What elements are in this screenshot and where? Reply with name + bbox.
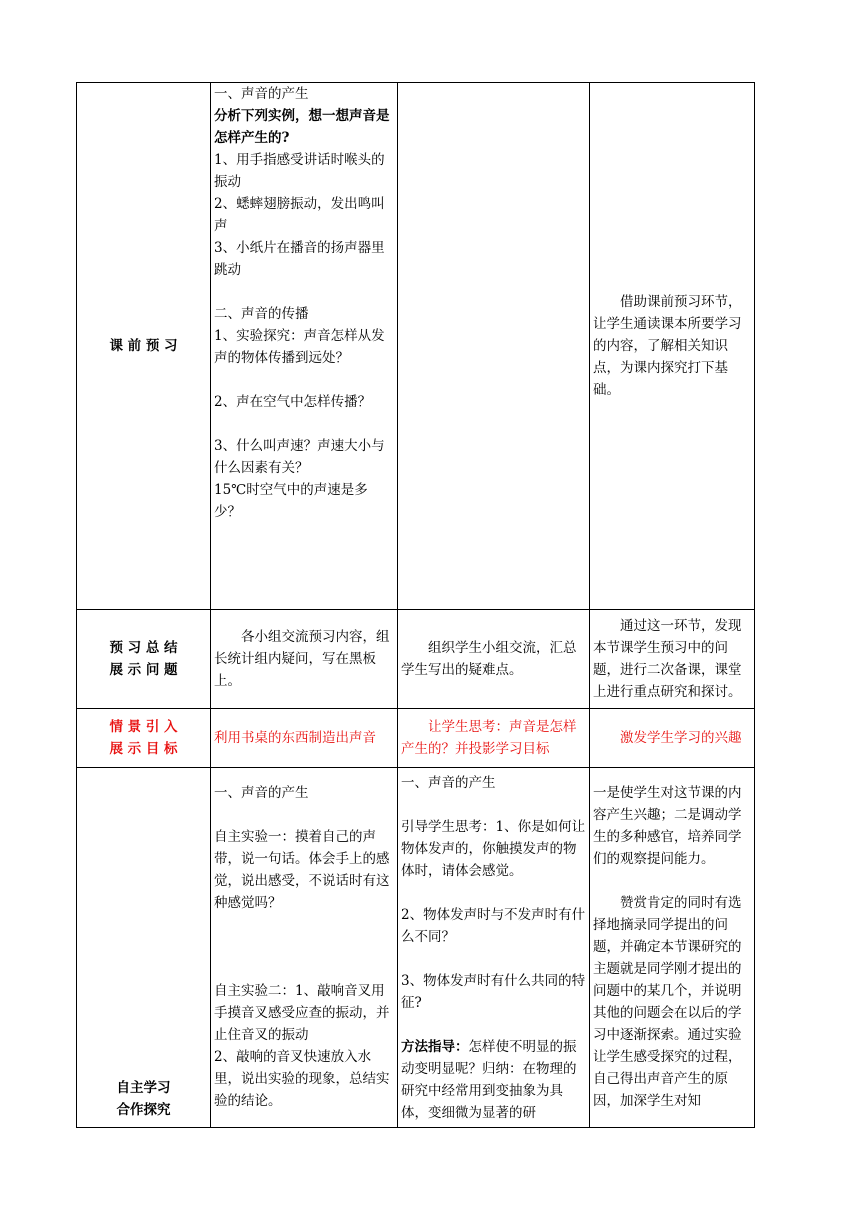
preview-item-3: 3、什么叫声速？声速大小与什么因素有关？ <box>214 438 385 476</box>
label-summary-line2: 展 示 问 题 <box>109 662 178 678</box>
intro-content-text: 利用书桌的东西制造出声音 <box>214 730 376 746</box>
label-explore <box>77 768 211 1128</box>
method-text: 怎样使不明显的振动变明显呢？归纳：在物理的研究中经常用到变抽象为具体，变细微为显著的研 <box>401 1039 577 1121</box>
row-summary <box>77 610 755 709</box>
explore-heading: 一、声音的产生 <box>214 785 309 801</box>
intro-teacher-text: 让学生思考：声音是怎样产生的？并投影学习目标 <box>401 719 577 757</box>
explore-experiment-2: 自主实验二：1、敲响音叉用手摸音叉感受应查的振动，并止住音叉的振动 <box>214 983 390 1043</box>
row-explore <box>77 768 755 1128</box>
method-label: 方法指导： <box>401 1039 469 1055</box>
lesson-plan-table <box>76 82 755 1128</box>
preview-item-1: 1、实验探究：声音怎样从发声的物体传播到远处？ <box>214 328 385 366</box>
explore-experiment-2b: 2、敲响的音叉快速放入水里，说出实验的现象，总结实验的结论。 <box>214 1049 390 1109</box>
label-intro-line2: 展 示 目 标 <box>109 741 178 757</box>
explore-experiment-1: 自主实验一：摸着自己的声带，说一句话。体会手上的感觉，说出感受，不说话时有这种感觉吗？ <box>214 829 390 911</box>
explore-intent-2: 赞赏肯定的同时有选择地摘录同学提出的问题，并确定本节课研究的主题就是同学刚才提出的问题中的某几个，并说明其他的问题会在以后的学习中逐渐探索。通过实验让学生感受探究的过程，自己得出声音产生的原因，加深学生对知 <box>593 895 742 1109</box>
row-intro <box>77 709 755 768</box>
explore-intent <box>590 768 755 1128</box>
preview-content <box>211 83 398 610</box>
explore-intent-1: 一是使学生对这节课的内容产生兴趣；二是调动学生的多种感官，培养同学们的观察提问能力。 <box>593 785 742 867</box>
summary-intent-text: 通过这一环节，发现本节课学生预习中的问题，进行二次备课，课堂上进行重点研究和探讨。 <box>593 618 742 700</box>
label-explore-line1: 自主学习 <box>116 1080 171 1096</box>
summary-content <box>211 610 398 709</box>
preview-example-2: 2、蟋蟀翅膀振动，发出鸣叫声 <box>214 196 385 234</box>
preview-example-3: 3、小纸片在播音的扬声器里跳动 <box>214 240 385 278</box>
label-intro-line1: 情 景 引 入 <box>109 719 178 735</box>
preview-item-4: 15℃时空气中的声速是多少？ <box>214 482 368 520</box>
preview-intent <box>590 83 755 610</box>
summary-teacher <box>398 610 590 709</box>
explore-teacher-heading: 一、声音的产生 <box>401 775 496 791</box>
summary-content-text: 各小组交流预习内容，组长统计组内疑问，写在黑板上。 <box>214 629 390 689</box>
summary-intent <box>590 610 755 709</box>
summary-teacher-text: 组织学生小组交流，汇总学生写出的疑难点。 <box>401 640 577 678</box>
explore-teacher-q3: 3、物体发声时有什么共同的特征? <box>401 973 586 1011</box>
explore-teacher <box>398 768 590 1128</box>
row-preview <box>77 83 755 610</box>
label-summary-line1: 预 习 总 结 <box>109 640 178 656</box>
intro-intent <box>590 709 755 768</box>
preview-teacher <box>398 83 590 610</box>
intro-teacher <box>398 709 590 768</box>
label-explore-line2: 合作探究 <box>116 1102 171 1118</box>
preview-heading-1: 一、声音的产生 <box>214 86 309 102</box>
explore-teacher-q2: 2、物体发声时与不发声时有什么不同？ <box>401 907 586 945</box>
preview-example-1: 1、用手指感受讲话时喉头的振动 <box>214 152 385 190</box>
preview-item-2: 2、声在空气中怎样传播？ <box>214 394 372 410</box>
intro-intent-text: 激发学生学习的兴趣 <box>620 730 742 746</box>
label-summary <box>77 610 211 709</box>
explore-teacher-method <box>401 1036 586 1124</box>
intro-content <box>211 709 398 768</box>
preview-heading-2: 二、声音的传播 <box>214 306 309 322</box>
label-intro <box>77 709 211 768</box>
explore-content <box>211 768 398 1128</box>
preview-question: 分析下列实例，想一想声音是怎样产生的? <box>214 108 390 146</box>
label-preview: 课 前 预 习 <box>77 83 211 610</box>
explore-teacher-q1: 引导学生思考：1、你是如何让物体发声的，你触摸发声的物体时，请体会感觉。 <box>401 819 586 879</box>
preview-intent-text: 借助课前预习环节，让学生通读课本所要学习的内容，了解相关知识点，为课内探究打下基础。 <box>593 294 742 398</box>
